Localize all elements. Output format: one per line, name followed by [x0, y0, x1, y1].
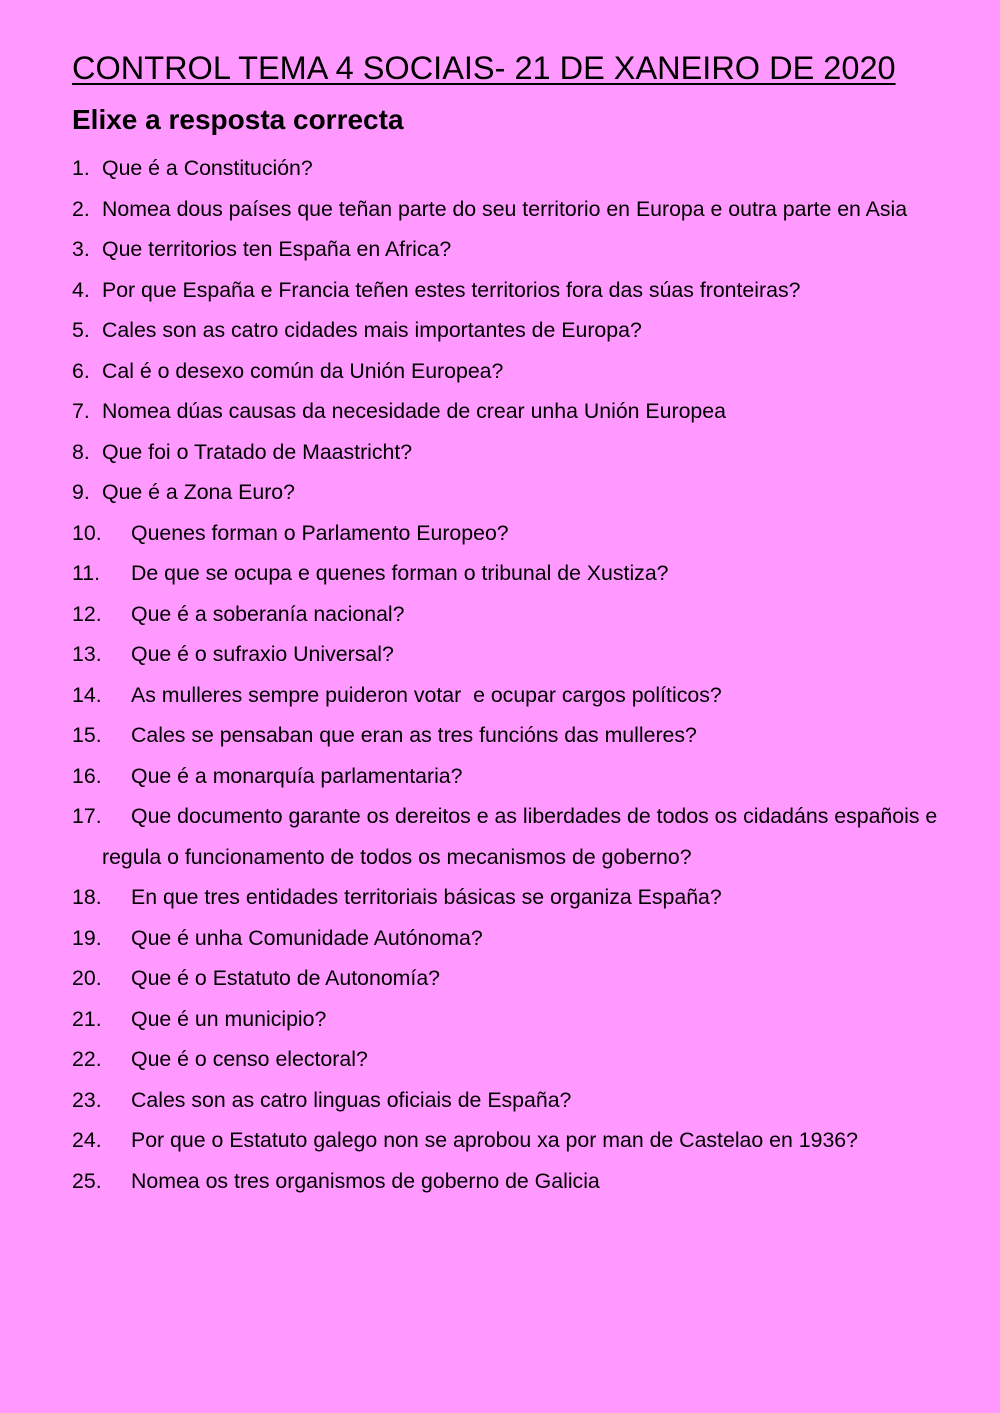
- question-number: 13.: [72, 642, 102, 666]
- question-item: [72, 1039, 952, 1080]
- question-item: [72, 270, 952, 311]
- question-number: 2.: [72, 196, 90, 221]
- question-list: [72, 148, 952, 1201]
- question-number: 19.: [72, 925, 102, 950]
- page-title: CONTROL TEMA 4 SOCIAIS- 21 DE XANEIRO DE 2020: [72, 50, 896, 86]
- question-text: Cales son as catro linguas oficiais de España?: [131, 1087, 572, 1112]
- question-text: Que é a Constitución?: [102, 156, 313, 180]
- question-text: Nomea os tres organismos de goberno de Galicia: [131, 1168, 600, 1193]
- question-number: 9.: [72, 480, 90, 504]
- question-number: 21.: [72, 1006, 102, 1031]
- question-text: Que é unha Comunidade Autónoma?: [131, 925, 483, 950]
- question-item: [72, 1161, 952, 1202]
- question-number: 4.: [72, 277, 90, 302]
- question-text: Por que España e Francia teñen estes territorios fora das súas fronteiras?: [102, 277, 801, 302]
- question-text: Cal é o desexo común da Unión Europea?: [102, 358, 504, 383]
- question-text: Que é o Estatuto de Autonomía?: [131, 966, 441, 990]
- question-number: 7.: [72, 399, 90, 423]
- question-item: [72, 472, 952, 513]
- question-item: [72, 351, 952, 392]
- question-item: [72, 634, 952, 675]
- question-text: Que é o sufraxio Universal?: [131, 642, 394, 666]
- question-item: [72, 675, 952, 716]
- question-number: 20.: [72, 966, 102, 990]
- instructions-heading: Elixe a resposta correcta: [72, 104, 404, 135]
- question-item: [72, 594, 952, 635]
- question-item: [72, 999, 952, 1040]
- question-text: Nomea dúas causas da necesidade de crear unha Unión Europea: [102, 399, 726, 423]
- question-number: 6.: [72, 358, 90, 383]
- question-number: 11.: [72, 561, 101, 585]
- question-item: [72, 1120, 952, 1161]
- question-item: [72, 756, 952, 797]
- question-number: 3.: [72, 237, 90, 261]
- question-number: 5.: [72, 318, 90, 342]
- question-item: [72, 918, 952, 959]
- question-text: Nomea dous países que teñan parte do seu territorio en Europa e outra parte en Asia: [102, 196, 908, 221]
- question-text: Que documento garante os dereitos e as liberdades de todos os cidadáns españois e regula o funcionamento de todos os mecanismos de goberno?: [102, 804, 938, 869]
- question-number: 14.: [72, 682, 102, 707]
- question-text: Que é a Zona Euro?: [102, 480, 295, 504]
- question-item: [72, 229, 952, 270]
- question-text: Que territorios ten España en Africa?: [102, 237, 452, 261]
- question-number: 22.: [72, 1047, 102, 1071]
- question-text: As mulleres sempre puideron votar e ocupar cargos políticos?: [131, 682, 722, 707]
- question-number: 12.: [72, 601, 102, 626]
- question-number: 17.: [72, 804, 102, 828]
- question-text: Que foi o Tratado de Maastricht?: [102, 439, 413, 464]
- question-item: [72, 958, 952, 999]
- question-text: De que se ocupa e quenes forman o tribunal de Xustiza?: [131, 561, 669, 585]
- question-item: [72, 715, 952, 756]
- question-item: [72, 310, 952, 351]
- question-item: [72, 148, 952, 189]
- question-text: En que tres entidades territoriais básicas se organiza España?: [131, 885, 722, 909]
- question-item: [72, 391, 952, 432]
- question-text: Que é un municipio?: [131, 1006, 327, 1031]
- question-text: Cales son as catro cidades mais importantes de Europa?: [102, 318, 642, 342]
- question-number: 15.: [72, 723, 102, 747]
- question-number: 24.: [72, 1128, 102, 1152]
- question-text: Que é a soberanía nacional?: [131, 601, 405, 626]
- question-text: Cales se pensaban que eran as tres funcións das mulleres?: [131, 723, 697, 747]
- question-number: 25.: [72, 1168, 102, 1193]
- question-item: [72, 1080, 952, 1121]
- question-item: [72, 796, 952, 877]
- question-item: [72, 513, 952, 554]
- question-item: [72, 432, 952, 473]
- question-number: 1.: [72, 156, 90, 180]
- question-text: Quenes forman o Parlamento Europeo?: [131, 520, 509, 545]
- question-number: 8.: [72, 439, 90, 464]
- question-item: [72, 189, 952, 230]
- question-number: 18.: [72, 885, 102, 909]
- document-page: [72, 48, 952, 1201]
- question-number: 23.: [72, 1087, 102, 1112]
- question-number: 16.: [72, 763, 102, 788]
- question-item: [72, 553, 952, 594]
- question-text: Que é o censo electoral?: [131, 1047, 368, 1071]
- question-number: 10.: [72, 520, 102, 545]
- question-item: [72, 877, 952, 918]
- question-text: Que é a monarquía parlamentaria?: [131, 763, 463, 788]
- question-text: Por que o Estatuto galego non se aprobou xa por man de Castelao en 1936?: [131, 1128, 858, 1152]
